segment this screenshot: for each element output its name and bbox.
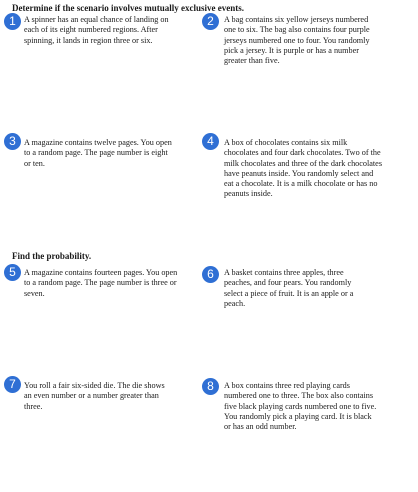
problem-number-badge: 8	[202, 378, 219, 395]
problem-text: A spinner has an equal chance of landing on each of its eight numbered regions. After spinning, it lands in region three or six.	[24, 15, 169, 45]
problem-number-badge: 1	[4, 13, 21, 30]
problem-text: A bag contains six yellow jerseys numbered one to six. The bag also contains four purple jerseys numbered one to four. You randomly pick a jersey. It is purple or has a number greater than five.	[224, 15, 370, 66]
problem-number-badge: 5	[4, 264, 21, 281]
problem-text: A box of chocolates contains six milk chocolates and four dark chocolates. Two of the milk chocolates and three of the dark chocolates have peanuts inside. You randomly select and eat a chocolate. It is a milk chocolate or has no peanuts inside.	[224, 138, 383, 199]
problem-text: You roll a fair six-sided die. The die shows an even number or a number greater than three.	[24, 381, 165, 411]
problem-text: A basket contains three apples, three peaches, and four pears. You randomly select a piece of fruit. It is an apple or a peach.	[224, 268, 354, 308]
section-heading-find-probability: Find the probability.	[12, 251, 92, 261]
problem-number-badge: 7	[4, 376, 21, 393]
section-heading-mutually-exclusive: Determine if the scenario involves mutually exclusive events.	[12, 3, 244, 13]
problem-text: A box contains three red playing cards numbered one to three. The box also contains five black playing cards numbered one to five. You randomly pick a playing card. It is black or has an odd number.	[224, 381, 377, 432]
problem-text: A magazine contains fourteen pages. You open to a random page. The page number is three or seven.	[24, 268, 178, 298]
problem-number-badge: 6	[202, 266, 219, 283]
problem-number-badge: 2	[202, 13, 219, 30]
problem-number-badge: 4	[202, 133, 219, 150]
problem-number-badge: 3	[4, 133, 21, 150]
problem-text: A magazine contains twelve pages. You open to a random page. The page number is eight or ten.	[24, 138, 172, 168]
